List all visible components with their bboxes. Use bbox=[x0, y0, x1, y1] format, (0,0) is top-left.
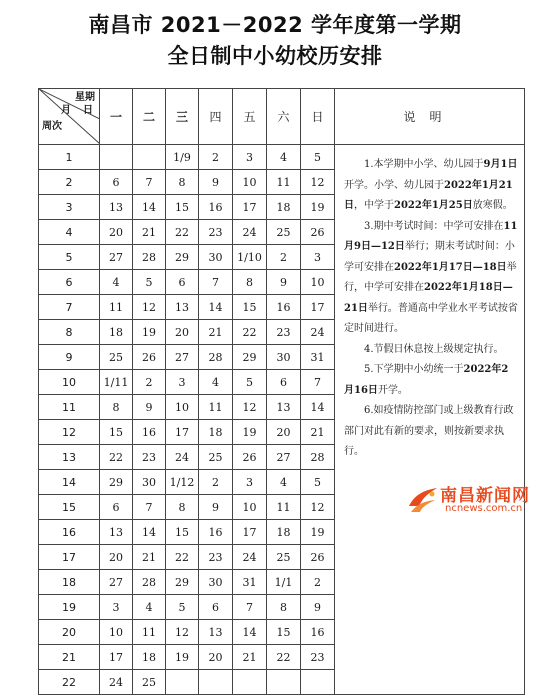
date-cell: 16 bbox=[199, 520, 233, 545]
date-cell: 29 bbox=[166, 245, 199, 270]
week-number-cell: 18 bbox=[39, 570, 100, 595]
date-cell: 26 bbox=[133, 345, 166, 370]
note-text: 1.本学期中小学、幼儿园于 bbox=[364, 159, 484, 170]
date-cell: 12 bbox=[166, 620, 199, 645]
note-text: 放寒假。 bbox=[472, 200, 513, 211]
date-cell bbox=[301, 670, 335, 695]
date-cell: 17 bbox=[100, 645, 133, 670]
date-cell: 11 bbox=[267, 495, 301, 520]
week-number-cell: 11 bbox=[39, 395, 100, 420]
date-cell: 5 bbox=[166, 595, 199, 620]
date-cell: 12 bbox=[301, 170, 335, 195]
date-cell: 3 bbox=[233, 470, 267, 495]
date-cell: 6 bbox=[267, 370, 301, 395]
date-cell: 25 bbox=[100, 345, 133, 370]
date-cell: 27 bbox=[100, 570, 133, 595]
week-number-cell: 7 bbox=[39, 295, 100, 320]
watermark-url: ncnews.com.cn bbox=[445, 503, 523, 514]
date-cell: 19 bbox=[166, 645, 199, 670]
week-number-cell: 17 bbox=[39, 545, 100, 570]
date-cell: 22 bbox=[233, 320, 267, 345]
date-cell: 21 bbox=[233, 645, 267, 670]
week-number-cell: 16 bbox=[39, 520, 100, 545]
date-cell bbox=[166, 670, 199, 695]
date-cell: 22 bbox=[100, 445, 133, 470]
date-cell: 19 bbox=[301, 520, 335, 545]
note-text: 3.期中考试时间：中学可安排在 bbox=[364, 220, 504, 232]
date-cell: 8 bbox=[100, 395, 133, 420]
corner-header-cell bbox=[39, 89, 100, 145]
date-cell: 28 bbox=[199, 345, 233, 370]
date-cell: 25 bbox=[267, 545, 301, 570]
notes-header: 说明 bbox=[335, 89, 525, 145]
date-cell: 20 bbox=[166, 320, 199, 345]
date-cell: 8 bbox=[267, 595, 301, 620]
school-calendar-table bbox=[38, 88, 525, 695]
date-cell: 7 bbox=[233, 595, 267, 620]
note-text: 举行；期末考试时间：小学可安排在 bbox=[344, 241, 515, 273]
date-cell: 2 bbox=[199, 470, 233, 495]
date-cell: 1/10 bbox=[233, 245, 267, 270]
calendar-body bbox=[39, 145, 525, 695]
week-number-cell: 5 bbox=[39, 245, 100, 270]
note-paragraph bbox=[344, 360, 518, 401]
week-number-cell: 22 bbox=[39, 670, 100, 695]
week-number-cell: 4 bbox=[39, 220, 100, 245]
date-cell: 7 bbox=[133, 170, 166, 195]
date-cell: 21 bbox=[133, 220, 166, 245]
watermark-name: 南昌新闻网 bbox=[440, 486, 530, 506]
date-cell: 14 bbox=[133, 520, 166, 545]
note-text: 4.节假日休息按上级规定执行。 bbox=[364, 343, 504, 355]
week-number-cell: 2 bbox=[39, 170, 100, 195]
notes-cell bbox=[335, 145, 525, 695]
date-cell: 3 bbox=[233, 145, 267, 170]
date-cell: 17 bbox=[301, 295, 335, 320]
date-cell: 28 bbox=[133, 245, 166, 270]
date-cell: 16 bbox=[301, 620, 335, 645]
date-cell: 5 bbox=[233, 370, 267, 395]
week-number-cell: 12 bbox=[39, 420, 100, 445]
date-cell: 18 bbox=[199, 420, 233, 445]
date-cell: 28 bbox=[133, 570, 166, 595]
date-cell: 6 bbox=[199, 595, 233, 620]
date-cell: 19 bbox=[133, 320, 166, 345]
date-cell: 26 bbox=[301, 220, 335, 245]
date-cell: 31 bbox=[301, 345, 335, 370]
date-cell bbox=[133, 145, 166, 170]
date-cell: 2 bbox=[301, 570, 335, 595]
date-cell: 25 bbox=[133, 670, 166, 695]
date-cell: 11 bbox=[100, 295, 133, 320]
label-month: 月 bbox=[61, 105, 71, 116]
weekday-header: 五 bbox=[233, 89, 267, 145]
document-title: 南昌市 2021－2022 学年度第一学期 bbox=[88, 13, 462, 37]
date-cell: 18 bbox=[100, 320, 133, 345]
date-cell: 24 bbox=[166, 445, 199, 470]
date-cell: 19 bbox=[301, 195, 335, 220]
date-cell: 23 bbox=[267, 320, 301, 345]
note-emphasis: 2022年2月16日 bbox=[344, 364, 509, 396]
date-cell: 10 bbox=[166, 395, 199, 420]
note-text: ，中学于 bbox=[354, 200, 394, 211]
date-cell: 9 bbox=[199, 495, 233, 520]
date-cell: 24 bbox=[233, 220, 267, 245]
date-cell: 4 bbox=[100, 270, 133, 295]
date-cell: 14 bbox=[233, 620, 267, 645]
note-paragraph bbox=[344, 401, 518, 463]
week-number-cell: 13 bbox=[39, 445, 100, 470]
date-cell: 1/1 bbox=[267, 570, 301, 595]
header-row bbox=[39, 89, 525, 145]
date-cell: 29 bbox=[233, 345, 267, 370]
date-cell bbox=[100, 145, 133, 170]
date-cell: 1/9 bbox=[166, 145, 199, 170]
note-emphasis: 2022年1月17日—18日 bbox=[394, 261, 507, 273]
date-cell: 23 bbox=[199, 545, 233, 570]
date-cell: 2 bbox=[133, 370, 166, 395]
date-cell: 31 bbox=[233, 570, 267, 595]
date-cell: 11 bbox=[267, 170, 301, 195]
date-cell: 5 bbox=[301, 470, 335, 495]
date-cell: 30 bbox=[267, 345, 301, 370]
date-cell: 10 bbox=[301, 270, 335, 295]
date-cell: 6 bbox=[100, 170, 133, 195]
date-cell: 21 bbox=[199, 320, 233, 345]
note-text: 开学。 bbox=[377, 384, 408, 396]
date-cell: 17 bbox=[233, 195, 267, 220]
date-cell: 23 bbox=[301, 645, 335, 670]
date-cell: 20 bbox=[267, 420, 301, 445]
date-cell: 27 bbox=[100, 245, 133, 270]
label-day: 日 bbox=[83, 105, 93, 116]
date-cell: 21 bbox=[301, 420, 335, 445]
week-number-cell: 10 bbox=[39, 370, 100, 395]
week-number-cell: 20 bbox=[39, 620, 100, 645]
weekday-header: 一 bbox=[100, 89, 133, 145]
date-cell: 13 bbox=[199, 620, 233, 645]
date-cell: 26 bbox=[301, 545, 335, 570]
date-cell: 15 bbox=[100, 420, 133, 445]
week-number-cell: 19 bbox=[39, 595, 100, 620]
week-number-cell: 1 bbox=[39, 145, 100, 170]
label-week-number: 周次 bbox=[42, 121, 62, 132]
date-cell: 19 bbox=[233, 420, 267, 445]
date-cell: 16 bbox=[133, 420, 166, 445]
date-cell: 20 bbox=[100, 545, 133, 570]
weekday-header: 二 bbox=[133, 89, 166, 145]
week-number-cell: 3 bbox=[39, 195, 100, 220]
date-cell: 18 bbox=[133, 645, 166, 670]
date-cell: 23 bbox=[133, 445, 166, 470]
date-cell: 25 bbox=[267, 220, 301, 245]
date-cell: 9 bbox=[301, 595, 335, 620]
label-weekday: 星期 bbox=[75, 92, 95, 103]
date-cell: 21 bbox=[133, 545, 166, 570]
date-cell: 11 bbox=[199, 395, 233, 420]
document-subtitle: 全日制中小幼校历安排 bbox=[167, 44, 383, 68]
date-cell: 23 bbox=[199, 220, 233, 245]
date-cell: 22 bbox=[166, 220, 199, 245]
date-cell: 24 bbox=[301, 320, 335, 345]
date-cell: 6 bbox=[100, 495, 133, 520]
note-emphasis: 9月1日 bbox=[483, 159, 518, 170]
note-paragraph bbox=[344, 155, 518, 217]
note-emphasis: 11月9日—12日 bbox=[344, 220, 518, 252]
date-cell: 9 bbox=[133, 395, 166, 420]
date-cell: 22 bbox=[166, 545, 199, 570]
date-cell: 27 bbox=[166, 345, 199, 370]
date-cell: 13 bbox=[100, 195, 133, 220]
note-text: 5.下学期中小幼统一于 bbox=[364, 364, 464, 375]
date-cell: 14 bbox=[301, 395, 335, 420]
date-cell: 17 bbox=[233, 520, 267, 545]
date-cell: 12 bbox=[133, 295, 166, 320]
week-number-cell: 21 bbox=[39, 645, 100, 670]
date-cell: 5 bbox=[301, 145, 335, 170]
date-cell bbox=[199, 670, 233, 695]
date-cell: 8 bbox=[166, 495, 199, 520]
date-cell: 30 bbox=[133, 470, 166, 495]
note-paragraph bbox=[344, 217, 518, 340]
date-cell: 9 bbox=[199, 170, 233, 195]
note-emphasis: 2022年1月21日 bbox=[344, 179, 513, 211]
week-number-cell: 8 bbox=[39, 320, 100, 345]
date-cell: 3 bbox=[301, 245, 335, 270]
date-cell: 29 bbox=[166, 570, 199, 595]
date-cell: 8 bbox=[233, 270, 267, 295]
date-cell: 20 bbox=[100, 220, 133, 245]
weekday-header: 三 bbox=[166, 89, 199, 145]
date-cell: 4 bbox=[133, 595, 166, 620]
note-text: 6.如疫情防控部门或上级教育行政部门对此有新的要求，则按新要求执行。 bbox=[344, 405, 514, 457]
date-cell: 5 bbox=[133, 270, 166, 295]
date-cell: 26 bbox=[233, 445, 267, 470]
note-text: 举行。普通高中学业水平考试按省定时间进行。 bbox=[344, 302, 518, 334]
date-cell: 12 bbox=[233, 395, 267, 420]
date-cell: 3 bbox=[166, 370, 199, 395]
date-cell: 27 bbox=[267, 445, 301, 470]
date-cell: 29 bbox=[100, 470, 133, 495]
date-cell: 20 bbox=[199, 645, 233, 670]
date-cell: 4 bbox=[267, 145, 301, 170]
date-cell: 3 bbox=[100, 595, 133, 620]
date-cell: 10 bbox=[100, 620, 133, 645]
date-cell: 13 bbox=[100, 520, 133, 545]
date-cell: 14 bbox=[199, 295, 233, 320]
date-cell bbox=[233, 670, 267, 695]
date-cell: 2 bbox=[199, 145, 233, 170]
date-cell: 1/12 bbox=[166, 470, 199, 495]
date-cell: 24 bbox=[100, 670, 133, 695]
date-cell: 9 bbox=[267, 270, 301, 295]
date-cell: 13 bbox=[267, 395, 301, 420]
week-number-cell: 15 bbox=[39, 495, 100, 520]
note-text: 举行，中学可安排在 bbox=[344, 261, 517, 293]
date-cell: 28 bbox=[301, 445, 335, 470]
date-cell: 24 bbox=[233, 545, 267, 570]
date-cell: 8 bbox=[166, 170, 199, 195]
date-cell: 25 bbox=[199, 445, 233, 470]
date-cell: 13 bbox=[166, 295, 199, 320]
date-cell: 10 bbox=[233, 170, 267, 195]
date-cell: 4 bbox=[199, 370, 233, 395]
date-cell: 15 bbox=[166, 195, 199, 220]
date-cell: 7 bbox=[301, 370, 335, 395]
note-paragraph bbox=[344, 340, 518, 361]
weekday-header: 日 bbox=[301, 89, 335, 145]
weekday-header: 四 bbox=[199, 89, 233, 145]
news-logo-icon bbox=[407, 484, 439, 514]
date-cell: 4 bbox=[267, 470, 301, 495]
date-cell: 15 bbox=[267, 620, 301, 645]
date-cell: 15 bbox=[166, 520, 199, 545]
date-cell bbox=[267, 670, 301, 695]
date-cell: 18 bbox=[267, 195, 301, 220]
date-cell: 18 bbox=[267, 520, 301, 545]
date-cell: 16 bbox=[199, 195, 233, 220]
date-cell: 2 bbox=[267, 245, 301, 270]
week-number-cell: 6 bbox=[39, 270, 100, 295]
date-cell: 17 bbox=[166, 420, 199, 445]
note-emphasis: 2022年1月18日—21日 bbox=[344, 282, 513, 314]
week-number-cell: 14 bbox=[39, 470, 100, 495]
date-cell: 1/11 bbox=[100, 370, 133, 395]
date-cell: 15 bbox=[233, 295, 267, 320]
date-cell: 11 bbox=[133, 620, 166, 645]
weekday-header: 六 bbox=[267, 89, 301, 145]
watermark bbox=[407, 480, 535, 520]
date-cell: 30 bbox=[199, 245, 233, 270]
week-row bbox=[39, 145, 525, 170]
note-emphasis: 2022年1月25日 bbox=[394, 200, 473, 211]
date-cell: 14 bbox=[133, 195, 166, 220]
date-cell: 22 bbox=[267, 645, 301, 670]
date-cell: 30 bbox=[199, 570, 233, 595]
date-cell: 10 bbox=[233, 495, 267, 520]
date-cell: 6 bbox=[166, 270, 199, 295]
note-text: 开学。小学、幼儿园于 bbox=[344, 179, 444, 191]
week-number-cell: 9 bbox=[39, 345, 100, 370]
date-cell: 7 bbox=[133, 495, 166, 520]
date-cell: 12 bbox=[301, 495, 335, 520]
date-cell: 7 bbox=[199, 270, 233, 295]
date-cell: 16 bbox=[267, 295, 301, 320]
